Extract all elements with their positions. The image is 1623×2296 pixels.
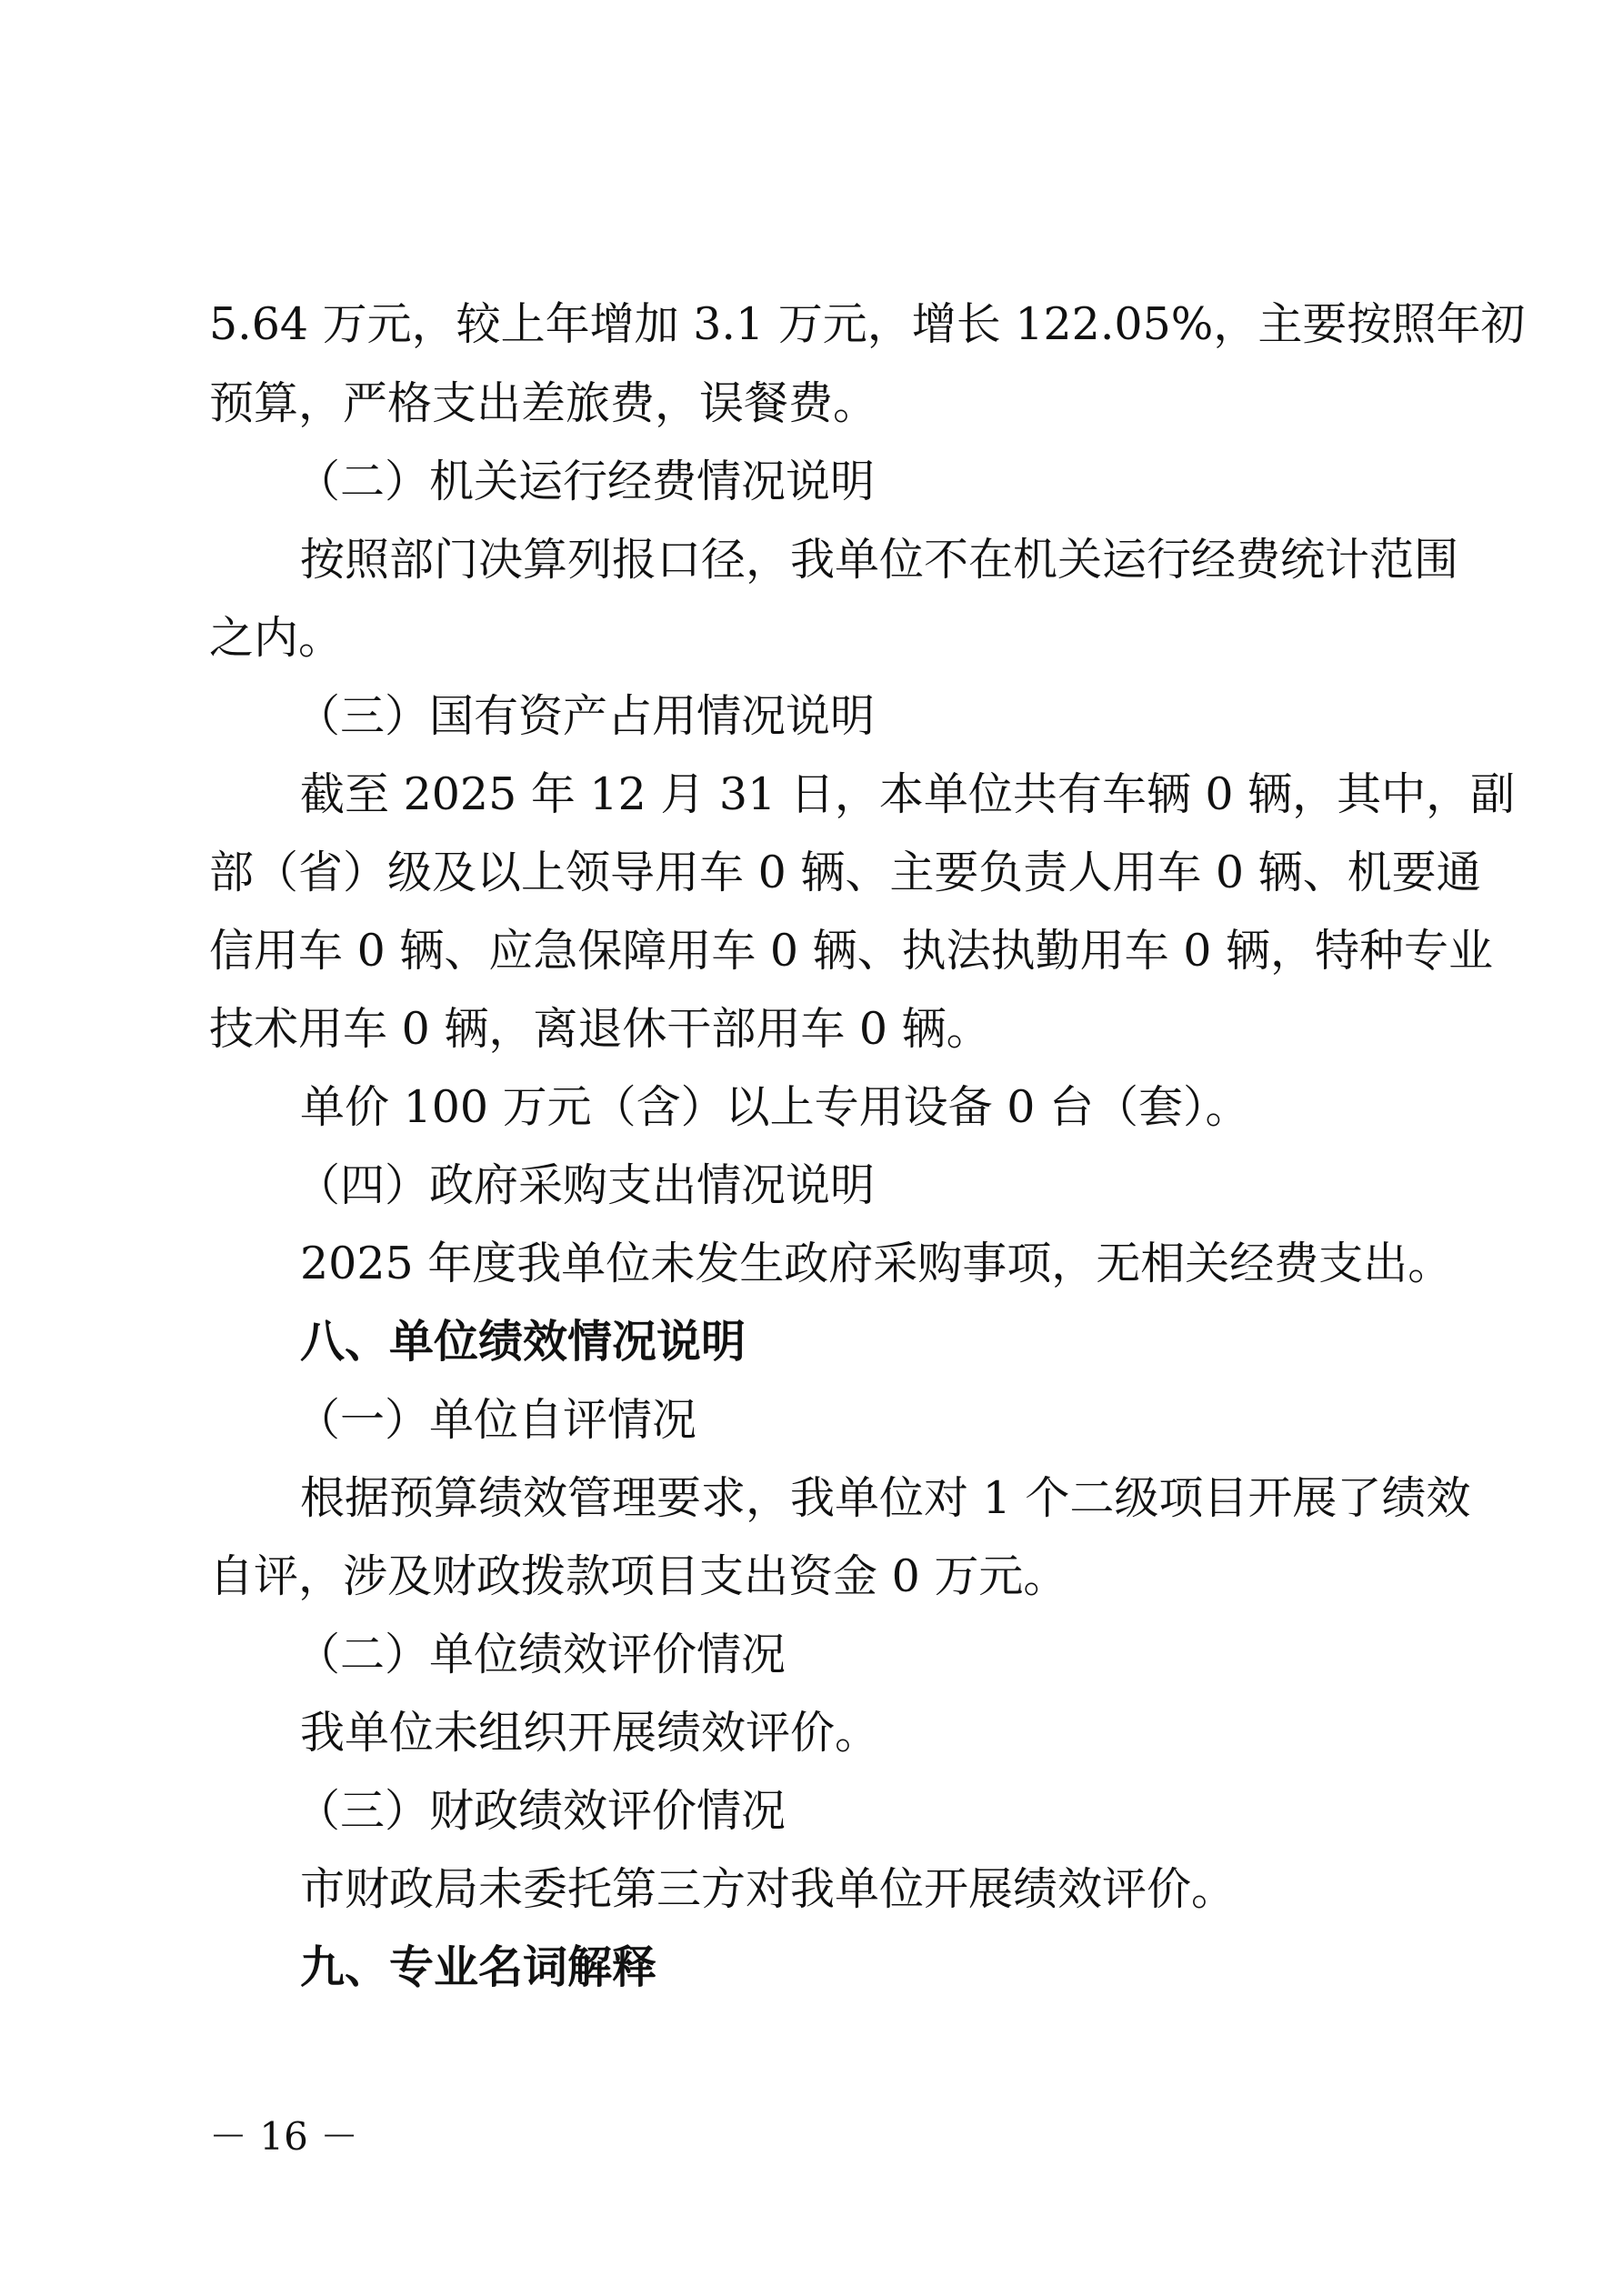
paragraph-line: 信用车 0 辆、应急保障用车 0 辆、执法执勤用车 0 辆，特种专业 xyxy=(209,925,1493,977)
section-heading: 八、单位绩效情况说明 xyxy=(300,1316,746,1368)
paragraph-line: 单价 100 万元（含）以上专用设备 0 台（套）。 xyxy=(300,1081,1250,1133)
paragraph-line: 技术用车 0 辆，离退休干部用车 0 辆。 xyxy=(209,1003,991,1055)
paragraph-line: 按照部门决算列报口径，我单位不在机关运行经费统计范围 xyxy=(300,534,1459,586)
paragraph-line: 预算，严格支出差旅费，误餐费。 xyxy=(209,377,878,429)
paragraph-line: 部（省）级及以上领导用车 0 辆、主要负责人用车 0 辆、机要通 xyxy=(209,847,1481,898)
paragraph-line: 根据预算绩效管理要求，我单位对 1 个二级项目开展了绩效 xyxy=(300,1472,1471,1524)
paragraph-line: 2025 年度我单位未发生政府采购事项，无相关经费支出。 xyxy=(300,1238,1453,1289)
subsection-heading: （二）机关运行经费情况说明 xyxy=(296,456,876,507)
subsection-heading: （四）政府采购支出情况说明 xyxy=(296,1159,876,1211)
paragraph-line: 市财政局未委托第三方对我单位开展绩效评价。 xyxy=(300,1863,1237,1915)
paragraph-line: 5.64 万元，较上年增加 3.1 万元，增长 122.05%，主要按照年初 xyxy=(209,298,1526,350)
subsection-heading: （一）单位自评情况 xyxy=(296,1394,697,1446)
subsection-heading: （二）单位绩效评价情况 xyxy=(296,1629,786,1680)
subsection-heading: （三）国有资产占用情况说明 xyxy=(296,690,876,742)
paragraph-line: 截至 2025 年 12 月 31 日，本单位共有车辆 0 辆，其中，副 xyxy=(300,768,1516,820)
paragraph-line: 之内。 xyxy=(209,612,344,664)
page-number: － 16 － xyxy=(209,2114,359,2159)
paragraph-line: 自评，涉及财政拨款项目支出资金 0 万元。 xyxy=(209,1550,1068,1602)
paragraph-line: 我单位未组织开展绩效评价。 xyxy=(300,1707,880,1759)
subsection-heading: （三）财政绩效评价情况 xyxy=(296,1785,786,1837)
section-heading: 九、专业名词解释 xyxy=(300,1941,657,1993)
